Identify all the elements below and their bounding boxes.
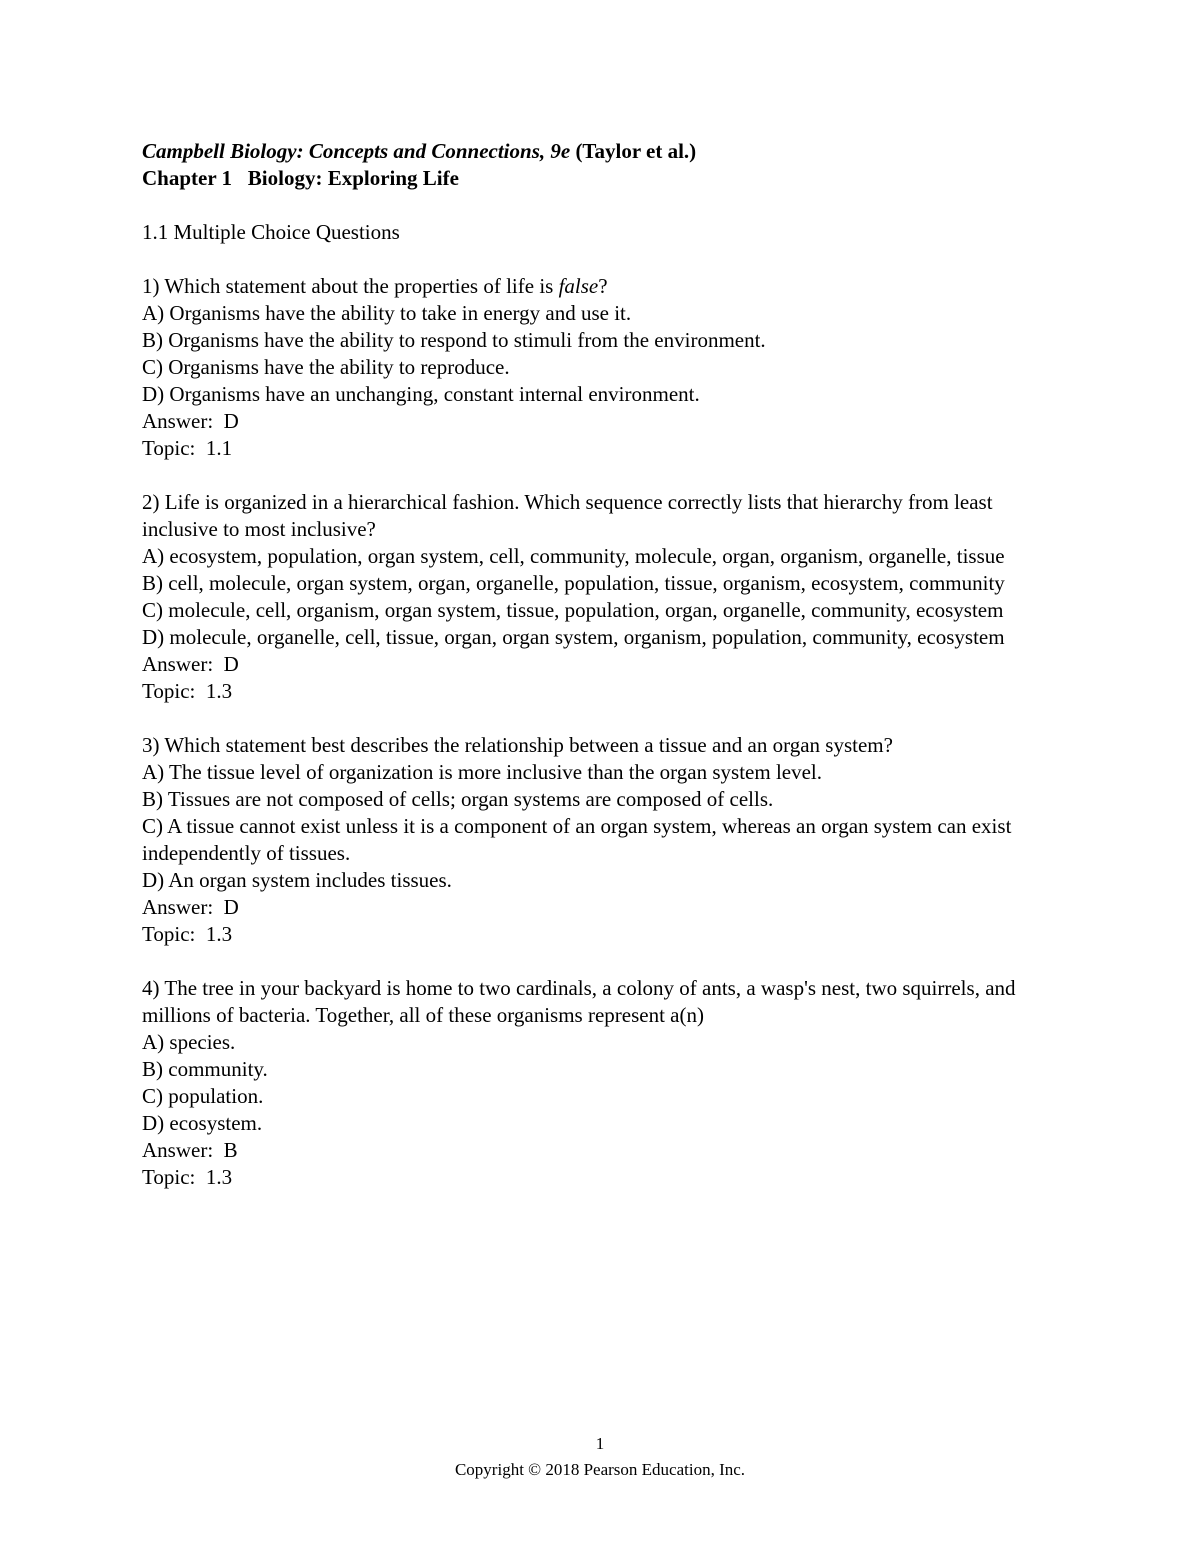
book-authors: (Taylor et al.) bbox=[570, 139, 697, 163]
option-d: D) An organ system includes tissues. bbox=[142, 868, 452, 892]
question-1 bbox=[142, 273, 1062, 462]
option-b: B) community. bbox=[142, 1057, 268, 1081]
question-4 bbox=[142, 975, 1062, 1191]
question-stem-text: 1) Which statement about the properties of life is bbox=[142, 274, 559, 298]
topic: Topic: 1.3 bbox=[142, 922, 233, 946]
chapter-title: Chapter 1 Biology: Exploring Life bbox=[142, 166, 459, 190]
answer: Answer: B bbox=[142, 1138, 238, 1162]
copyright-notice: Copyright © 2018 Pearson Education, Inc. bbox=[454, 1460, 746, 1479]
option-d: D) molecule, organelle, cell, tissue, organ, organ system, organism, population, community, ecosystem bbox=[142, 625, 1005, 649]
book-title: Campbell Biology: Concepts and Connections, 9e bbox=[142, 139, 571, 163]
page-number: 1 bbox=[595, 1434, 605, 1453]
option-a: A) Organisms have the ability to take in energy and use it. bbox=[142, 301, 632, 325]
question-stem: 3) Which statement best describes the relationship between a tissue and an organ system? bbox=[142, 733, 893, 757]
option-c: C) population. bbox=[142, 1084, 264, 1108]
question-stem-text: ? bbox=[598, 274, 608, 298]
topic: Topic: 1.1 bbox=[142, 436, 233, 460]
section-heading: 1.1 Multiple Choice Questions bbox=[142, 220, 400, 244]
question-2 bbox=[142, 489, 1062, 705]
option-d: D) Organisms have an unchanging, constant internal environment. bbox=[142, 382, 700, 406]
option-c: C) A tissue cannot exist unless it is a component of an organ system, whereas an organ system can exist independently of tissues. bbox=[142, 814, 1012, 865]
question-stem: 4) The tree in your backyard is home to two cardinals, a colony of ants, a wasp's nest, two squirrels, and millions of bacteria. Together, all of these organisms represent a(n) bbox=[142, 976, 1016, 1027]
question-stem bbox=[142, 273, 1062, 300]
option-a: A) species. bbox=[142, 1030, 236, 1054]
option-b: B) Tissues are not composed of cells; organ systems are composed of cells. bbox=[142, 787, 774, 811]
option-d: D) ecosystem. bbox=[142, 1111, 263, 1135]
answer: Answer: D bbox=[142, 652, 239, 676]
question-3 bbox=[142, 732, 1062, 948]
book-title-line bbox=[142, 138, 1062, 165]
answer: Answer: D bbox=[142, 409, 239, 433]
option-a: A) ecosystem, population, organ system, cell, community, molecule, organ, organism, organelle, tissue bbox=[142, 544, 1005, 568]
document-body bbox=[142, 138, 1062, 1191]
option-c: C) Organisms have the ability to reproduce. bbox=[142, 355, 510, 379]
option-b: B) Organisms have the ability to respond to stimuli from the environment. bbox=[142, 328, 766, 352]
answer: Answer: D bbox=[142, 895, 239, 919]
option-b: B) cell, molecule, organ system, organ, organelle, population, tissue, organism, ecosystem, community bbox=[142, 571, 1005, 595]
topic: Topic: 1.3 bbox=[142, 679, 233, 703]
question-stem: 2) Life is organized in a hierarchical fashion. Which sequence correctly lists that hierarchy from least inclusive to most inclusive? bbox=[142, 490, 993, 541]
question-stem-emphasis: false bbox=[558, 274, 599, 298]
option-a: A) The tissue level of organization is more inclusive than the organ system level. bbox=[142, 760, 823, 784]
topic: Topic: 1.3 bbox=[142, 1165, 233, 1189]
option-c: C) molecule, cell, organism, organ system, tissue, population, organ, organelle, community, ecosystem bbox=[142, 598, 1004, 622]
